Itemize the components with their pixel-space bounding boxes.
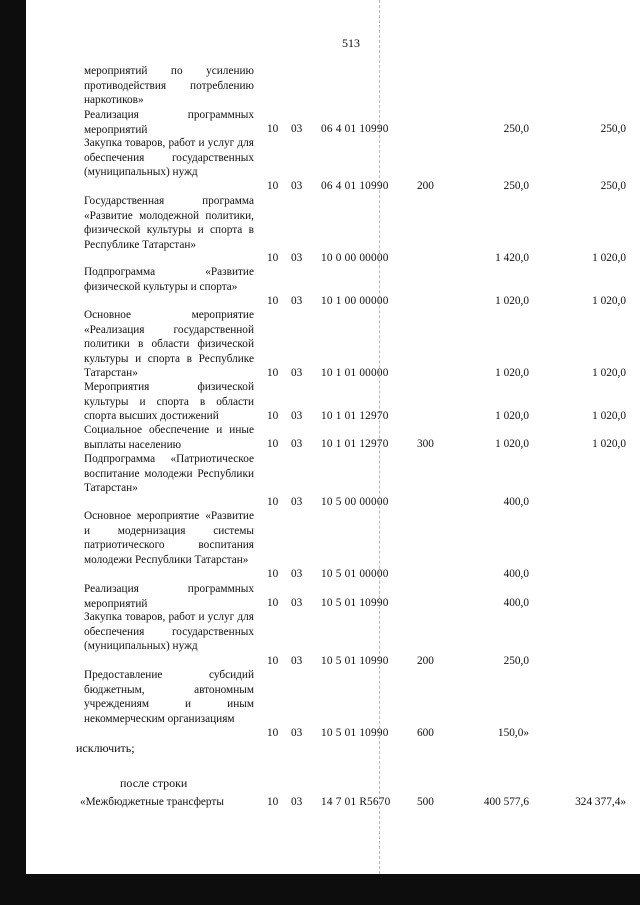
row-cs: 10 5 01 10990 — [321, 597, 389, 609]
row-sum1: 400,0 — [503, 496, 529, 508]
row-sum2: 324 377,4» — [575, 796, 626, 808]
row-rz: 10 — [267, 796, 279, 808]
row-rz: 10 — [267, 496, 279, 508]
row-sum1: 1 020,0 — [495, 367, 529, 379]
exclude-instruction: исключить; — [76, 741, 135, 755]
row-cs: 10 5 01 10990 — [321, 727, 389, 739]
row-sum1: 250,0 — [503, 180, 529, 192]
row-rz: 10 — [267, 123, 279, 135]
row-name: Основное мероприятие «Реализация государственной политики в области физической культуры и спорта в Республике Татарстан» — [84, 309, 254, 379]
scan-bottom-edge — [0, 874, 640, 905]
row-pr: 03 — [291, 367, 303, 379]
row-vr: 200 — [417, 655, 434, 667]
row-sum2: 1 020,0 — [592, 295, 626, 307]
row-sum2: 1 020,0 — [592, 252, 626, 264]
row-pr: 03 — [291, 655, 303, 667]
row-rz: 10 — [267, 295, 279, 307]
row-rz: 10 — [267, 655, 279, 667]
row-sum1: 1 020,0 — [495, 410, 529, 422]
row-sum1: 150,0» — [497, 727, 529, 739]
row-cs: 10 1 00 00000 — [321, 295, 389, 307]
row-pr: 03 — [291, 410, 303, 422]
row-name: Основное мероприятие «Развитие и модернизация системы патриотического воспитания молодежи Республики Татарстан» — [84, 510, 254, 566]
row-sum1: 250,0 — [503, 123, 529, 135]
row-sum2: 250,0 — [600, 180, 626, 192]
row-sum2: 1 020,0 — [592, 410, 626, 422]
row-pr: 03 — [291, 252, 303, 264]
after-line-instruction: после строки — [120, 776, 188, 790]
row-pr: 03 — [291, 496, 303, 508]
row-sum2: 250,0 — [600, 123, 626, 135]
row-cs: 06 4 01 10990 — [321, 180, 389, 192]
row-pr: 03 — [291, 727, 303, 739]
row-rz: 10 — [267, 252, 279, 264]
row-vr: 300 — [417, 438, 434, 450]
row-pr: 03 — [291, 438, 303, 450]
row-name: Социальное обеспечение и иные выплаты населению — [84, 424, 254, 451]
row-name: Предоставление субсидий бюджетным, автономным учреждениям и иным некоммерческим организациям — [84, 669, 254, 725]
row-cs: 06 4 01 10990 — [321, 123, 389, 135]
row-name: Закупка товаров, работ и услуг для обеспечения государственных (муниципальных) нужд — [84, 137, 254, 178]
row-name: Подпрограмма «Патриотическое воспитание молодежи Республики Татарстан» — [84, 453, 254, 494]
row-pr: 03 — [291, 568, 303, 580]
row-cs: 10 1 01 00000 — [321, 367, 389, 379]
row-name: Государственная программа «Развитие молодежной политики, физической культуры и спорта в Республике Татарстан» — [84, 195, 254, 251]
row-rz: 10 — [267, 410, 279, 422]
row-rz: 10 — [267, 180, 279, 192]
row-sum2: 1 020,0 — [592, 367, 626, 379]
row-sum2: 1 020,0 — [592, 438, 626, 450]
row-vr: 600 — [417, 727, 434, 739]
row-rz: 10 — [267, 568, 279, 580]
row-pr: 03 — [291, 180, 303, 192]
row-name: Подпрограмма «Развитие физической культуры и спорта» — [84, 266, 254, 293]
row-sum1: 250,0 — [503, 655, 529, 667]
row-cs: 10 0 00 00000 — [321, 252, 389, 264]
row-name: Реализация программных мероприятий — [84, 583, 254, 610]
row-pr: 03 — [291, 796, 303, 808]
row-cs: 10 5 01 10990 — [321, 655, 389, 667]
row-sum1: 1 020,0 — [495, 295, 529, 307]
row-vr: 200 — [417, 180, 434, 192]
row-sum1: 400,0 — [503, 568, 529, 580]
row-sum1: 400 577,6 — [483, 796, 529, 808]
scan-left-edge — [0, 0, 26, 905]
row-name: «Межбюджетные трансферты — [80, 796, 224, 808]
row-name: мероприятий по усилению противодействия потреблению наркотиков» — [84, 65, 254, 106]
row-cs: 10 5 00 00000 — [321, 496, 389, 508]
row-sum1: 1 420,0 — [495, 252, 529, 264]
row-cs: 14 7 01 R5670 — [321, 796, 391, 808]
row-cs: 10 1 01 12970 — [321, 410, 389, 422]
row-pr: 03 — [291, 295, 303, 307]
row-name: Реализация программных мероприятий — [84, 109, 254, 136]
row-rz: 10 — [267, 367, 279, 379]
row-pr: 03 — [291, 597, 303, 609]
row-rz: 10 — [267, 727, 279, 739]
page-number: 513 — [342, 36, 360, 50]
row-rz: 10 — [267, 597, 279, 609]
row-sum1: 1 020,0 — [495, 438, 529, 450]
row-name: Закупка товаров, работ и услуг для обеспечения государственных (муниципальных) нужд — [84, 611, 254, 652]
row-sum1: 400,0 — [503, 597, 529, 609]
row-rz: 10 — [267, 438, 279, 450]
row-vr: 500 — [417, 796, 434, 808]
row-name: Мероприятия физической культуры и спорта в области спорта высших достижений — [84, 381, 254, 422]
row-cs: 10 5 01 00000 — [321, 568, 389, 580]
row-cs: 10 1 01 12970 — [321, 438, 389, 450]
row-pr: 03 — [291, 123, 303, 135]
